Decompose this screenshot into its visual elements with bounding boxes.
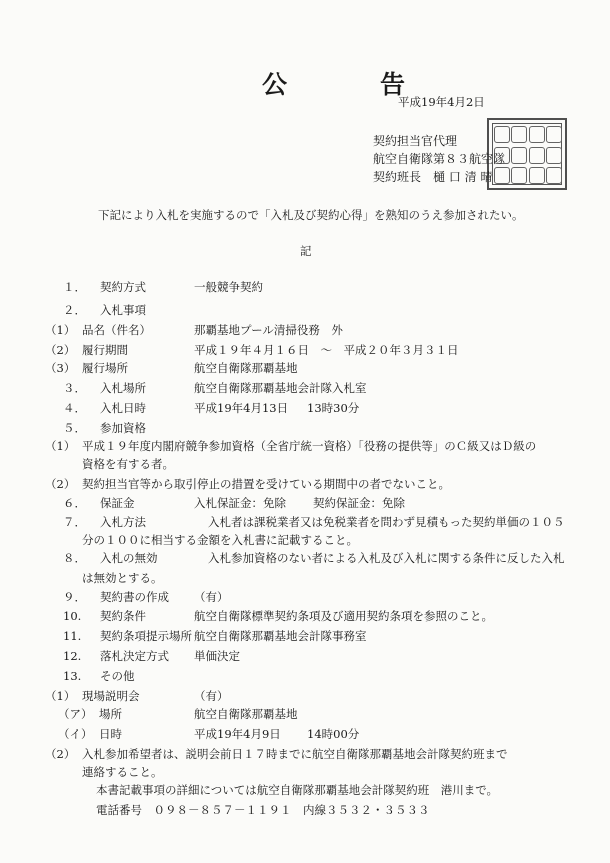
item-label: 入札日時 [100, 401, 146, 415]
item-value: 航空自衛隊那覇基地会計隊入札室 [194, 381, 367, 395]
item-text: 契約担当官等から取引停止の措置を受けている期間中の者でないこと。 [82, 477, 450, 491]
item-label: 契約書の作成 [100, 590, 169, 604]
item-value: 単価決定 [194, 649, 240, 663]
item-value: 平成19年4月9日 [194, 727, 281, 741]
item-text: 平成１９年度内閣府競争参加資格（全省庁統一資格）「役務の提供等」のＣ級又はＤ級の [82, 439, 537, 453]
item-text: 入札参加希望者は、説明会前日１７時までに航空自衛隊那覇基地会計隊契約班まで [82, 747, 508, 761]
item-label: 現場説明会 [82, 689, 140, 703]
issuer-unit: 航空自衛隊第８３航空隊 [373, 152, 506, 166]
item-label: 入札事項 [100, 303, 146, 317]
item-label: 契約条項提示場所 [100, 629, 192, 643]
item-value: 入札者は課税業者又は免税業者を問わず見積もった契約単価の１０５ [208, 515, 565, 529]
item-label: 入札場所 [100, 381, 146, 395]
item-value: 航空自衛隊標準契約条項及び適用契約条項を参照のこと。 [194, 609, 493, 623]
item-number: ４． [63, 401, 86, 415]
item-value: 入札参加資格のない者による入札及び入札に関する条件に反した入札 [208, 551, 565, 565]
item-value: 航空自衛隊那覇基地 [194, 361, 298, 375]
item-number: （1） [45, 323, 76, 337]
item-number: （2） [45, 477, 76, 491]
item-label: 履行期間 [82, 343, 128, 357]
intro-text: 下記により入札を実施するので「入札及び契約心得」を熟知のうえ参加されたい。 [98, 208, 524, 222]
item-number: ２． [63, 303, 86, 317]
item-value: 航空自衛隊那覇基地会計隊事務室 [194, 629, 367, 643]
item-number: （2） [45, 747, 76, 761]
item-number: 12. [63, 649, 82, 663]
official-seal [487, 118, 567, 190]
item-number: （イ） [58, 727, 93, 741]
item-label: 保証金 [100, 496, 135, 510]
item-number: ７． [63, 515, 86, 529]
item-number: （3） [45, 361, 76, 375]
item-text: 連絡すること。 [82, 765, 163, 779]
item-value: 航空自衛隊那覇基地 [194, 707, 298, 721]
item-label: 履行場所 [82, 361, 128, 375]
item-label: 契約条件 [100, 609, 146, 623]
item-label: 入札の無効 [100, 551, 158, 565]
item-value: 平成19年4月13日 [194, 401, 289, 415]
item-label: 日時 [99, 727, 122, 741]
item-label: 落札決定方式 [100, 649, 169, 663]
item-value-secondary: 14時00分 [307, 727, 360, 741]
item-number: ３． [63, 381, 86, 395]
item-value: （有） [194, 590, 229, 604]
item-value-secondary: 契約保証金：免除 [313, 496, 405, 510]
item-number: ８． [63, 551, 86, 565]
item-number: ６． [63, 496, 86, 510]
item-text: 資格を有する者。 [82, 457, 174, 471]
item-number: 13. [63, 669, 82, 683]
item-value: 那覇基地プール清掃役務 外 [194, 323, 343, 337]
issuer-name: 契約班長 樋 口 清 晴 [373, 170, 493, 184]
item-number: （ア） [58, 707, 93, 721]
notice-date: 平成19年4月2日 [398, 95, 485, 109]
item-text: 本書記載事項の詳細については航空自衛隊那覇基地会計隊契約班 港川まで。 [96, 783, 499, 797]
item-number: ９． [63, 590, 86, 604]
item-label: その他 [100, 669, 135, 683]
item-number: 11. [63, 629, 82, 643]
item-text: 分の１００に相当する金額を入札書に記載すること。 [82, 533, 358, 547]
ki-heading: 記 [300, 244, 312, 258]
item-value: 入札保証金：免除 [194, 496, 286, 510]
item-value: （有） [194, 689, 229, 703]
item-value-secondary: 13時30分 [307, 401, 360, 415]
item-text: は無効とする。 [82, 571, 163, 585]
issuer-title: 契約担当官代理 [373, 134, 458, 148]
item-label: 契約方式 [100, 280, 146, 294]
item-label: 入札方法 [100, 515, 146, 529]
item-value: 平成１９年４月１６日 ～ 平成２０年３月３１日 [194, 343, 459, 357]
item-value: 一般競争契約 [194, 280, 263, 294]
notice-title: 公 告 [262, 70, 440, 99]
item-number: ５． [63, 421, 86, 435]
item-number: （1） [45, 689, 76, 703]
item-label: 参加資格 [100, 421, 146, 435]
item-number: （2） [45, 343, 76, 357]
item-label: 品名（件名） [82, 323, 151, 337]
item-text: 電話番号 ０９８－８５７－１１９１ 内線３５３２・３５３３ [96, 803, 430, 817]
item-number: 10. [63, 609, 82, 623]
item-number: １． [63, 280, 86, 294]
item-label: 場所 [99, 707, 122, 721]
item-number: （1） [45, 439, 76, 453]
